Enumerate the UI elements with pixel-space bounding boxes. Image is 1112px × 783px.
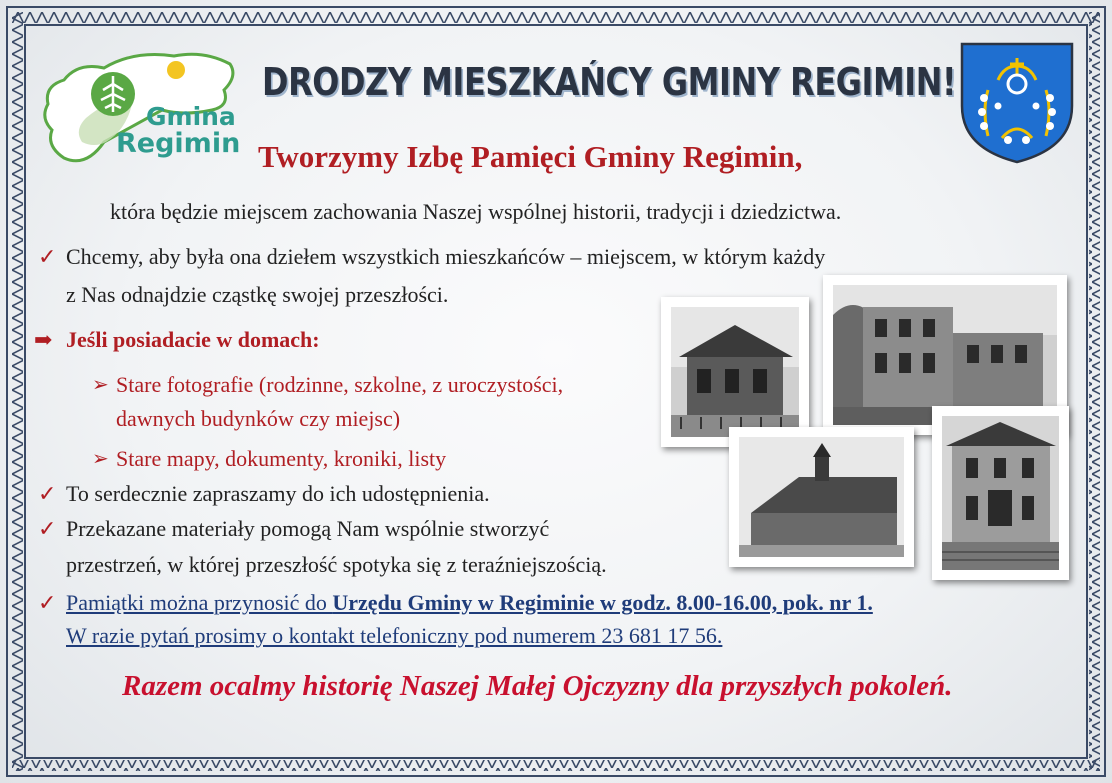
photo-old-building bbox=[932, 406, 1069, 580]
logo-text-gmina: Gmina bbox=[146, 102, 236, 131]
closing-text: Razem ocalmy historię Naszej Małej Ojczyzny dla przyszłych pokoleń. bbox=[122, 670, 953, 702]
photo-wooden-house bbox=[661, 297, 809, 447]
gmina-logo bbox=[34, 46, 244, 176]
photo-wooden-church bbox=[729, 427, 914, 567]
item1-line1: Chcemy, aby była ona dziełem wszystkich mieszkańców – miejscem, w którym każdy bbox=[66, 244, 826, 269]
sub1-line1: Stare fotografie (rodzinne, szkolne, z uroczystości, bbox=[116, 372, 564, 397]
checkmark-icon: ✓ bbox=[38, 244, 57, 269]
sub1-line2: dawnych budynków czy miejsc) bbox=[116, 406, 401, 431]
checkmark-icon: ✓ bbox=[38, 481, 57, 506]
leaf-icon bbox=[89, 70, 137, 118]
sub2-text: Stare mapy, dokumenty, kroniki, listy bbox=[116, 446, 447, 471]
item4-bold: Urzędu Gminy w Regiminie w godz. 8.00-16.00, pok. nr 1. bbox=[332, 590, 873, 615]
checkmark-icon: ✓ bbox=[38, 516, 57, 541]
page-title: DRODZY MIESZKAŃCY GMINY REGIMIN! bbox=[262, 60, 957, 104]
item4-line1 bbox=[66, 590, 873, 616]
bullet-arrow-icon: ➢ bbox=[92, 448, 109, 470]
wooden-church-image bbox=[729, 427, 914, 567]
old-building-image bbox=[932, 406, 1069, 580]
item3-line1: Przekazane materiały pomogą Nam wspólnie stworzyć bbox=[66, 516, 550, 541]
question-text: Jeśli posiadacie w domach: bbox=[66, 327, 320, 352]
item2-text: To serdecznie zapraszamy do ich udostępnienia. bbox=[66, 481, 490, 506]
coat-of-arms-icon bbox=[958, 40, 1076, 164]
bullet-arrow-icon: ➢ bbox=[92, 374, 109, 396]
item4-line2: W razie pytań prosimy o kontakt telefoniczny pod numerem 23 681 17 56. bbox=[66, 623, 723, 648]
intro-text: która będzie miejscem zachowania Naszej wspólnej historii, tradycji i dziedzictwa. bbox=[110, 199, 842, 224]
page-subtitle: Tworzymy Izbę Pamięci Gminy Regimin, bbox=[258, 139, 803, 174]
arrow-right-icon: ➡ bbox=[34, 327, 53, 352]
wooden-house-image bbox=[661, 297, 809, 447]
checkmark-icon: ✓ bbox=[38, 590, 57, 615]
item1-line2: z Nas odnajdzie cząstkę swojej przeszłości. bbox=[66, 282, 449, 307]
logo-text-regimin: Regimin bbox=[116, 128, 241, 159]
item3-line2: przestrzeń, w której przeszłość spotyka się z teraźniejszością. bbox=[66, 552, 607, 577]
item4-prefix: Pamiątki można przynosić do bbox=[66, 590, 333, 615]
